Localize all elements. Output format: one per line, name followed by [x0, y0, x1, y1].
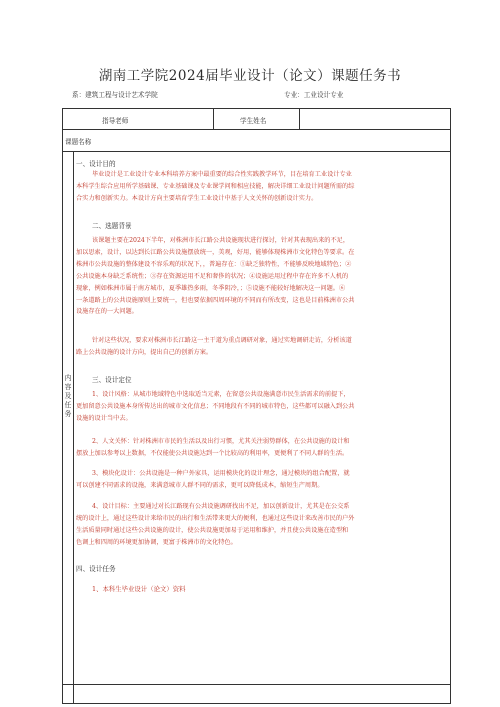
section-4-item-1: 1、本科生毕业设计（论文）资料	[92, 585, 186, 593]
content-side-label: 内 容 及 任 务	[64, 374, 72, 418]
major-text: 专业：工业设计专业	[284, 91, 344, 99]
section-4-title: 四、设计任务	[76, 565, 116, 573]
section-3-item-3: 3、模块化设计：公共设施是一种户外家具，运用模块化的设计理念，通过模块的组合配置，就 可以创建不同需求的设施，来满意城市人群不同的需求，更可以降低成本，缩短生产周期。	[76, 470, 350, 489]
topic-label: 课题名称	[65, 138, 92, 146]
section-3-title: 三、设计定位	[92, 376, 132, 384]
section-3-item-1: 1、设计风格：从城市地域特色中选取适当元素，在留意公共设施满意市民生活需求的前提下， 更加留意公共设施本身所传达出的城市文化信息；不同地段有不同的城市特色，这些都可以融入到公共 设施的设计当中去。	[76, 391, 355, 422]
department-text: 系：建筑工程与设计艺术学院	[72, 91, 158, 99]
section-3-item-2: 2、人文关怀：针对株洲市市民的生活以及出行习惯，尤其关注弱势群体，在公共设施的设计和 摆放上加以参考以上数据，不仅能使公共设施达到一个比较高的利用率，更便利了不同人群的生活。	[76, 438, 350, 457]
section-2-paragraph: 该课题主要在2024下半年，对株洲市长江路公共设施现状进行探讨，针对其表现出来的不足， 加以思索，设计，以达到长江路公共设施摆放统一，美观，好用，能够体现株洲市文化特色等要求。在 株洲市公共设施的整体建设不容乐观的状况下，，普遍存在：①缺乏独特性，不能够反映地域特色；② 公共设施本身缺乏系统性；③存在资源运用不足和奢侈的状况；④设施运用过程中存在许多不人机的 现象，例如株洲市属于南方城市，夏季雄热多雨，冬季阴冷，；⑤设施不能较好地解决这一问题。⑥ 一条道路上的公共设施原则上要统一，但也要依据四周环境的不同而有所改变，这也是目前株洲市公共 设施存在的一大问题。	[76, 237, 355, 316]
section-1-paragraph: 毕业设计是工业设计专业本科培养方案中最重要的综合性实践教学环节，目在培育工业设计专业 本科学生综合应用所学基础课、专业基础课及专业课学问和相应技能，解决详细工业设计问题所需的综 合实力和创新实力。本设计方向主要培育学生工业设计中基于人文关怀的创新设计实力。	[76, 171, 355, 202]
section-1-title: 一、设计目的	[76, 160, 116, 168]
section-2-paragraph-b: 针对这些状况，要求对株洲市长江路这一主干道为重点调研对象，通过实地调研走访，分析该道 路上公共设施的设计方向，提出自己的创新方案。	[76, 337, 352, 356]
page-title: 湖南工学院2024届毕业设计（论文）课题任务书	[98, 68, 402, 84]
advisor-label: 指导老师	[102, 117, 129, 125]
student-name-label: 学生姓名	[240, 117, 267, 125]
section-3-item-4: 4、设计目标：主要通过对长江路现有公共设施调研找出不足，加以创新设计，尤其是在公交系 统的设计上，通过这些设计来给市民的出行和生活带来更大的便利，也通过这些设计来改善市民的户外 生活质量同时通过这些公共设施的设计，使公共设施更加易于运用和维护，并且使公共设施在造型和 色调上和四周的环境更加协调，更富于株洲市的文化特色。	[76, 503, 355, 546]
section-2-title: 二、选题背景	[92, 222, 132, 230]
